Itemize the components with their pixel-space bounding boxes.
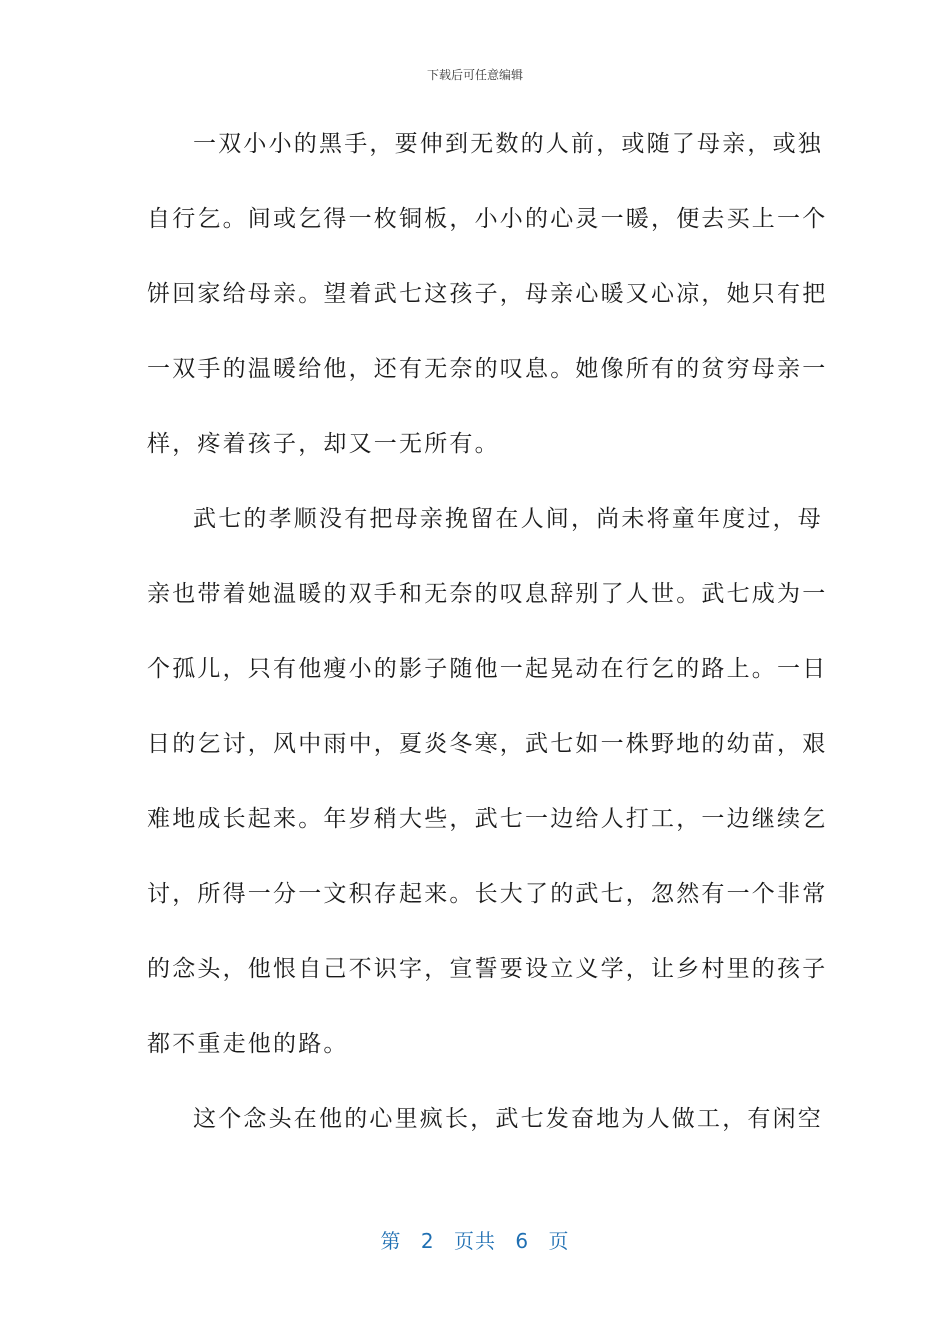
total-pages-number: 6: [515, 1229, 530, 1253]
paragraph-2-line-2: 亲也带着她温暖的双手和无奈的叹息辞别了人世。武七成为一: [147, 581, 828, 607]
paragraph-1-line-3: 饼回家给母亲。望着武七这孩子，母亲心暖又心凉，她只有把: [147, 281, 828, 307]
paragraph-2-line-7: 的念头，他恨自己不识字，宣誓要设立义学，让乡村里的孩子: [147, 956, 828, 982]
paragraph-2-line-4: 日的乞讨，风中雨中，夏炎冬寒，武七如一株野地的幼苗，艰: [147, 731, 828, 757]
paragraph-2-line-8: 都不重走他的路。: [147, 1031, 349, 1057]
paragraph-2-line-3: 个孤儿，只有他瘦小的影子随他一起晃动在行乞的路上。一日: [147, 656, 828, 682]
paragraph-3-line-1: 这个念头在他的心里疯长，武七发奋地为人做工，有闲空: [193, 1106, 823, 1132]
page-label-prefix: 第: [380, 1229, 402, 1253]
paragraph-2-line-5: 难地成长起来。年岁稍大些，武七一边给人打工，一边继续乞: [147, 806, 828, 832]
current-page-number: 2: [420, 1229, 435, 1253]
page-footer: [0, 1225, 950, 1254]
paragraph-2-line-6: 讨，所得一分一文积存起来。长大了的武七，忽然有一个非常: [147, 881, 828, 907]
header-note: 下载后可任意编辑: [426, 68, 523, 82]
paragraph-2-line-1: 武七的孝顺没有把母亲挽留在人间，尚未将童年度过，母: [193, 506, 823, 532]
page-label-mid: 页共: [454, 1229, 496, 1253]
paragraph-1-line-2: 自行乞。间或乞得一枚铜板，小小的心灵一暖，便去买上一个: [147, 206, 828, 232]
paragraph-1-line-5: 样，疼着孩子，却又一无所有。: [147, 431, 500, 457]
page-label-suffix: 页: [548, 1229, 570, 1253]
paragraph-1-line-4: 一双手的温暖给他，还有无奈的叹息。她像所有的贫穷母亲一: [147, 356, 828, 382]
paragraph-1-line-1: 一双小小的黑手，要伸到无数的人前，或随了母亲，或独: [193, 131, 823, 157]
